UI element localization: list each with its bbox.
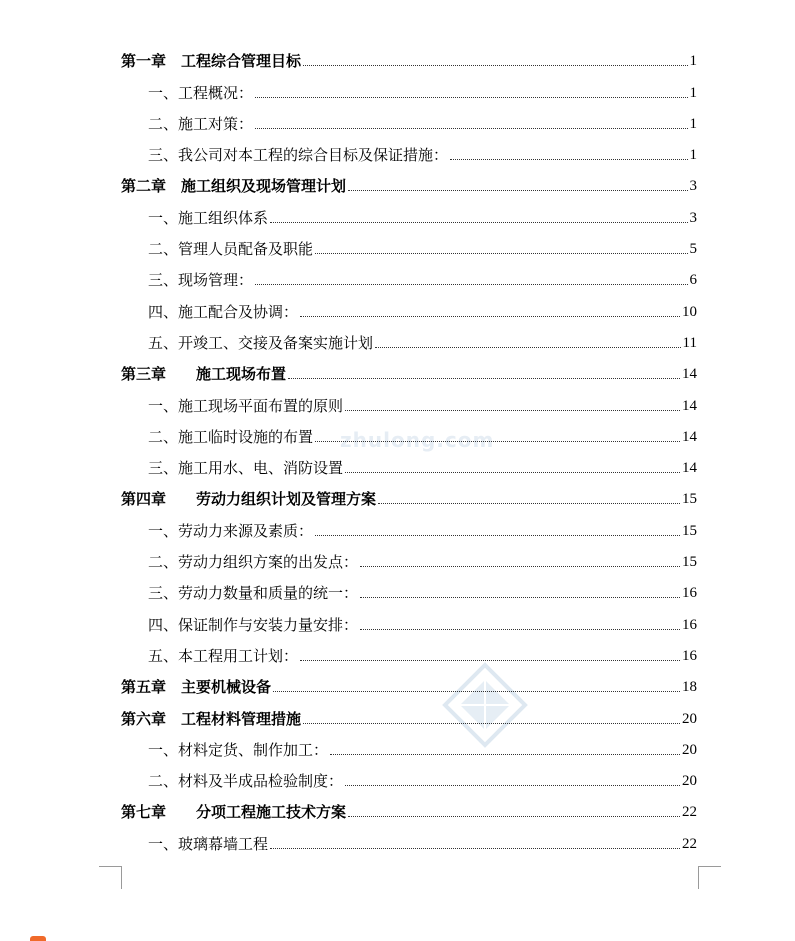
toc-section-entry[interactable]: [121, 383, 697, 414]
toc-leader-dots: [255, 284, 687, 285]
toc-page-number: 14: [682, 460, 697, 477]
toc-section-entry[interactable]: [121, 102, 697, 133]
toc-section-entry[interactable]: [121, 289, 697, 320]
toc-page-number: 20: [682, 710, 697, 727]
toc-leader-dots: [345, 410, 680, 411]
toc-page-number: 16: [682, 585, 697, 602]
toc-page-number: 15: [682, 522, 697, 539]
toc-page-number: 14: [682, 397, 697, 414]
toc-section-entry[interactable]: [121, 602, 697, 633]
toc-entry-label: 三、劳动力数量和质量的统一：: [148, 584, 359, 603]
toc-leader-dots: [375, 347, 681, 348]
toc-page-number: 22: [682, 835, 697, 852]
toc-chapter-entry[interactable]: [121, 790, 697, 821]
toc-entry-label: 四、保证制作与安装力量安排：: [148, 615, 359, 634]
app-icon[interactable]: [30, 936, 46, 941]
toc-leader-dots: [270, 848, 680, 849]
toc-page-number: 20: [682, 773, 697, 790]
toc-page-number: 15: [682, 554, 697, 571]
toc-page-number: 1: [689, 53, 697, 70]
toc-chapter-entry[interactable]: [121, 477, 697, 508]
toc-chapter-entry[interactable]: [121, 39, 697, 70]
toc-entry-label: 五、开竣工、交接及备案实施计划: [148, 333, 374, 352]
toc-section-entry[interactable]: [121, 258, 697, 289]
toc-leader-dots: [255, 97, 687, 98]
toc-section-entry[interactable]: [121, 446, 697, 477]
toc-entry-label: 一、施工现场平面布置的原则: [148, 396, 344, 415]
toc-leader-dots: [345, 785, 680, 786]
toc-entry-label: 第五章 主要机械设备: [121, 678, 272, 697]
toc-chapter-entry[interactable]: [121, 696, 697, 727]
watermark-text: zhulong.com: [340, 428, 495, 452]
toc-chapter-entry[interactable]: [121, 352, 697, 383]
toc-leader-dots: [360, 597, 680, 598]
toc-entry-label: 第七章 分项工程施工技术方案: [121, 803, 347, 822]
toc-entry-label: 五、本工程用工计划：: [148, 646, 299, 665]
toc-section-entry[interactable]: [121, 133, 697, 164]
toc-leader-dots: [315, 253, 687, 254]
toc-leader-dots: [300, 660, 680, 661]
toc-page-number: 16: [682, 647, 697, 664]
toc-section-entry[interactable]: [121, 821, 697, 852]
toc-entry-label: 四、施工配合及协调：: [148, 302, 299, 321]
toc-section-entry[interactable]: [121, 759, 697, 790]
toc-entry-label: 第四章 劳动力组织计划及管理方案: [121, 490, 377, 509]
toc-chapter-entry[interactable]: [121, 164, 697, 195]
toc-page-number: 16: [682, 616, 697, 633]
toc-page-number: 3: [689, 209, 697, 226]
toc-section-entry[interactable]: [121, 415, 697, 446]
toc-page-number: 14: [682, 428, 697, 445]
crop-mark-left: [99, 866, 122, 889]
toc-page-number: 22: [682, 804, 697, 821]
toc-leader-dots: [360, 629, 680, 630]
toc-section-entry[interactable]: [121, 508, 697, 539]
toc-section-entry[interactable]: [121, 540, 697, 571]
toc-section-entry[interactable]: [121, 195, 697, 226]
toc-entry-label: 第三章 施工现场布置: [121, 365, 287, 384]
toc-leader-dots: [303, 723, 680, 724]
toc-page-number: 5: [689, 241, 697, 258]
toc-page-number: 6: [689, 272, 697, 289]
toc-entry-label: 一、材料定货、制作加工：: [148, 740, 329, 759]
toc-page-number: 1: [689, 115, 697, 132]
toc-leader-dots: [315, 535, 680, 536]
toc-entry-label: 第二章 施工组织及现场管理计划: [121, 177, 347, 196]
crop-mark-right: [698, 866, 721, 889]
toc-section-entry[interactable]: [121, 227, 697, 258]
toc-entry-label: 第一章 工程综合管理目标: [121, 52, 302, 71]
toc-leader-dots: [273, 691, 680, 692]
toc-section-entry[interactable]: [121, 634, 697, 665]
toc-page-number: 20: [682, 741, 697, 758]
toc-leader-dots: [288, 378, 680, 379]
toc-page-number: 14: [682, 366, 697, 383]
toc-entry-label: 三、施工用水、电、消防设置: [148, 459, 344, 478]
toc-leader-dots: [345, 472, 680, 473]
toc-entry-label: 一、劳动力来源及素质：: [148, 521, 314, 540]
toc-section-entry[interactable]: [121, 70, 697, 101]
toc-leader-dots: [378, 503, 680, 504]
toc-entry-label: 二、材料及半成品检验制度：: [148, 772, 344, 791]
toc-page-number: 1: [689, 147, 697, 164]
toc-entry-label: 一、施工组织体系: [148, 208, 269, 227]
toc-leader-dots: [300, 316, 680, 317]
toc-leader-dots: [360, 566, 680, 567]
table-of-contents: [121, 39, 697, 853]
toc-leader-dots: [270, 222, 687, 223]
toc-leader-dots: [348, 190, 687, 191]
toc-section-entry[interactable]: [121, 728, 697, 759]
toc-entry-label: 三、我公司对本工程的综合目标及保证措施：: [148, 146, 449, 165]
toc-page-number: 11: [682, 334, 697, 351]
toc-page-number: 10: [682, 303, 697, 320]
toc-entry-label: 二、劳动力组织方案的出发点：: [148, 553, 359, 572]
toc-page-number: 3: [689, 178, 697, 195]
toc-section-entry[interactable]: [121, 321, 697, 352]
toc-entry-label: 一、玻璃幕墙工程: [148, 834, 269, 853]
toc-leader-dots: [330, 754, 680, 755]
toc-entry-label: 一、工程概况：: [148, 83, 254, 102]
toc-leader-dots: [348, 816, 680, 817]
toc-page-number: 15: [682, 491, 697, 508]
toc-entry-label: 三、现场管理：: [148, 271, 254, 290]
toc-entry-label: 二、施工临时设施的布置: [148, 427, 314, 446]
toc-leader-dots: [255, 128, 687, 129]
toc-entry-label: 第六章 工程材料管理措施: [121, 709, 302, 728]
toc-entry-label: 二、管理人员配备及职能: [148, 240, 314, 259]
toc-leader-dots: [450, 159, 687, 160]
toc-page-number: 18: [682, 679, 697, 696]
toc-entry-label: 二、施工对策：: [148, 114, 254, 133]
toc-page-number: 1: [689, 84, 697, 101]
toc-section-entry[interactable]: [121, 571, 697, 602]
toc-leader-dots: [303, 65, 687, 66]
toc-leader-dots: [315, 441, 680, 442]
toc-chapter-entry[interactable]: [121, 665, 697, 696]
